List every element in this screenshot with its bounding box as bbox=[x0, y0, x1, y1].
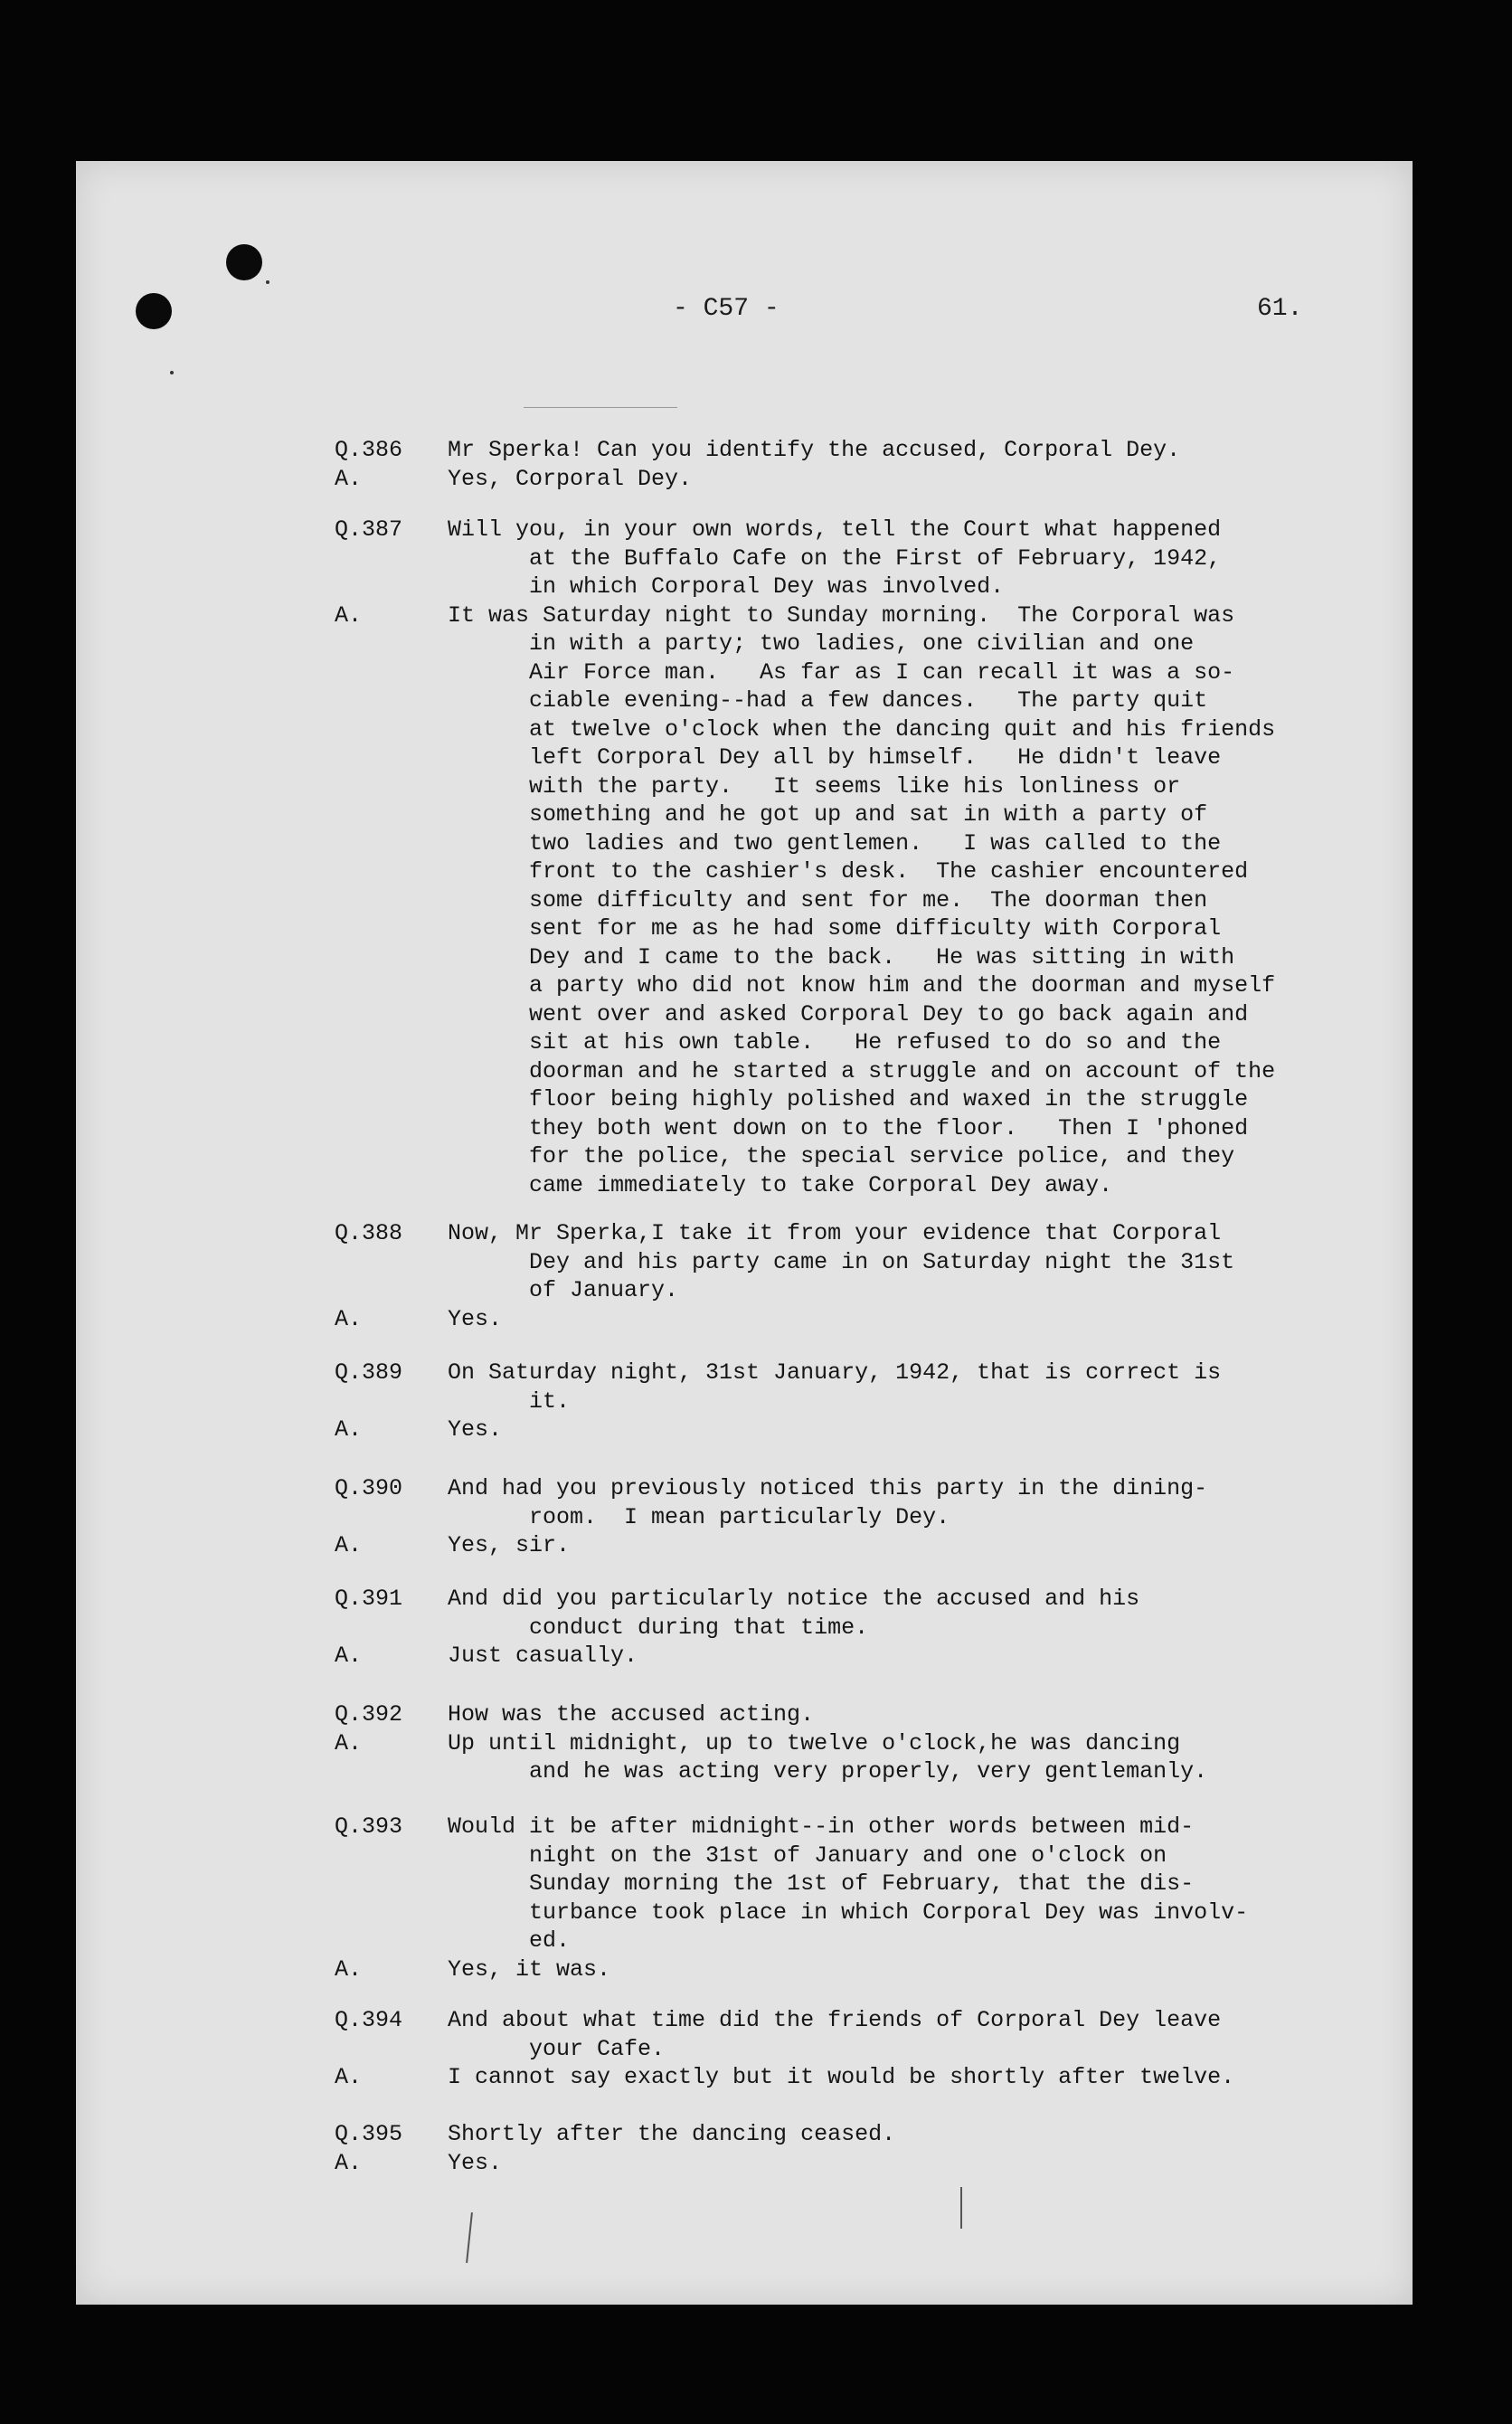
question-number: Q.393 bbox=[335, 1813, 403, 1840]
question-text: And had you previously noticed this party in the dining- room. I mean particularly Dey. bbox=[448, 1475, 1208, 1530]
question-number: Q.395 bbox=[335, 2121, 403, 2147]
answer-label: A. bbox=[335, 1305, 363, 1332]
qa-entry-386 bbox=[335, 436, 1375, 493]
ink-speck bbox=[266, 280, 269, 284]
answer-label: A. bbox=[335, 601, 363, 629]
question-number: Q.392 bbox=[335, 1701, 403, 1728]
answer-text: Yes, sir. bbox=[448, 1532, 571, 1558]
qa-entry-387 bbox=[335, 516, 1375, 1199]
answer-text: I cannot say exactly but it would be shortly after twelve. bbox=[448, 2064, 1235, 2090]
answer-label: A. bbox=[335, 1532, 363, 1558]
question-number: Q.389 bbox=[335, 1359, 403, 1386]
question-text: And did you particularly notice the accused and his conduct during that time. bbox=[448, 1586, 1140, 1641]
answer-label: A. bbox=[335, 1643, 363, 1669]
question-text: Mr Sperka! Can you identify the accused, Corporal Dey. bbox=[448, 437, 1181, 463]
ink-speck bbox=[170, 371, 174, 374]
question-number: Q.394 bbox=[335, 2007, 403, 2033]
pen-mark bbox=[960, 2187, 962, 2229]
answer-text: Just casually. bbox=[448, 1643, 638, 1669]
qa-entry-392 bbox=[335, 1700, 1375, 1786]
question-number: Q.387 bbox=[335, 516, 403, 543]
doc-number: - C57 - bbox=[673, 295, 780, 323]
question-text: Now, Mr Sperka,I take it from your evidence that Corporal Dey and his party came in on Saturday night the 31st of January. bbox=[448, 1220, 1235, 1303]
question-number: Q.391 bbox=[335, 1586, 403, 1612]
answer-label: A. bbox=[335, 2064, 363, 2090]
question-text: On Saturday night, 31st January, 1942, that is correct is it. bbox=[448, 1359, 1222, 1415]
header-rule bbox=[524, 407, 677, 408]
answer-label: A. bbox=[335, 1955, 363, 1983]
answer-text: Yes. bbox=[448, 1416, 503, 1443]
answer-text: Yes, Corporal Dey. bbox=[448, 465, 693, 492]
question-text: Would it be after midnight--in other words between mid- night on the 31st of January and one o'clock on Sunday morning the 1st of February, that the dis- turbance took place in which Corporal Dey was involv- ed. bbox=[448, 1813, 1249, 1954]
qa-entry-393 bbox=[335, 1813, 1375, 1984]
answer-text: It was Saturday night to Sunday morning. The Corporal was in with a party; two ladies, one civilian and one Air Force man. As far as I can recall it was a so- ciable evening--had a few dances. The party quit at twelve o'clock when the dancing quit and his friends left Corporal Dey all by himself. He didn't leave with the party. It seems like his lonliness or something and he got up and sat in with a party of two ladies and two gentlemen. I was called to the front to the cashier's desk. The cashier encountered some difficulty and sent for me. The doorman then sent for me as he had some difficulty with Corporal Dey and I came to the back. He was sitting in with a party who did not know him and the doorman and myself went over and asked Corporal Dey to go back again and sit at his own table. He refused to do so and the doorman and he started a struggle and on account of the floor being highly polished and waxed in the struggle they both went down on to the floor. Then I 'phoned for the police, the special service police, and they came immediately to take Corporal Dey away. bbox=[448, 601, 1276, 1198]
answer-label: A. bbox=[335, 2149, 363, 2176]
question-text: Shortly after the dancing ceased. bbox=[448, 2121, 896, 2147]
question-number: Q.388 bbox=[335, 1220, 403, 1246]
qa-entry-391 bbox=[335, 1585, 1375, 1671]
question-text: Will you, in your own words, tell the Court what happened at the Buffalo Cafe on the First of February, 1942, in which Corporal Dey was involved. bbox=[448, 516, 1222, 600]
answer-text: Up until midnight, up to twelve o'clock,he was dancing and he was acting very properly, very gentlemanly. bbox=[448, 1729, 1208, 1785]
pen-mark bbox=[466, 2212, 473, 2263]
page-number: 61. bbox=[1257, 295, 1303, 323]
answer-label: A. bbox=[335, 1729, 363, 1756]
answer-label: A. bbox=[335, 465, 363, 492]
qa-entry-389 bbox=[335, 1359, 1375, 1444]
qa-entry-394 bbox=[335, 2006, 1375, 2092]
answer-text: Yes. bbox=[448, 1305, 503, 1332]
qa-entry-395 bbox=[335, 2120, 1375, 2177]
answer-text: Yes, it was. bbox=[448, 1955, 611, 1983]
question-text: And about what time did the friends of Corporal Dey leave your Cafe. bbox=[448, 2007, 1222, 2062]
question-text: How was the accused acting. bbox=[448, 1701, 815, 1728]
qa-entry-390 bbox=[335, 1474, 1375, 1560]
punch-hole-bottom bbox=[136, 293, 172, 329]
punch-hole-top bbox=[226, 244, 262, 280]
question-number: Q.390 bbox=[335, 1475, 403, 1501]
answer-label: A. bbox=[335, 1416, 363, 1443]
question-number: Q.386 bbox=[335, 437, 403, 463]
answer-text: Yes. bbox=[448, 2149, 503, 2176]
qa-entry-388 bbox=[335, 1219, 1375, 1333]
